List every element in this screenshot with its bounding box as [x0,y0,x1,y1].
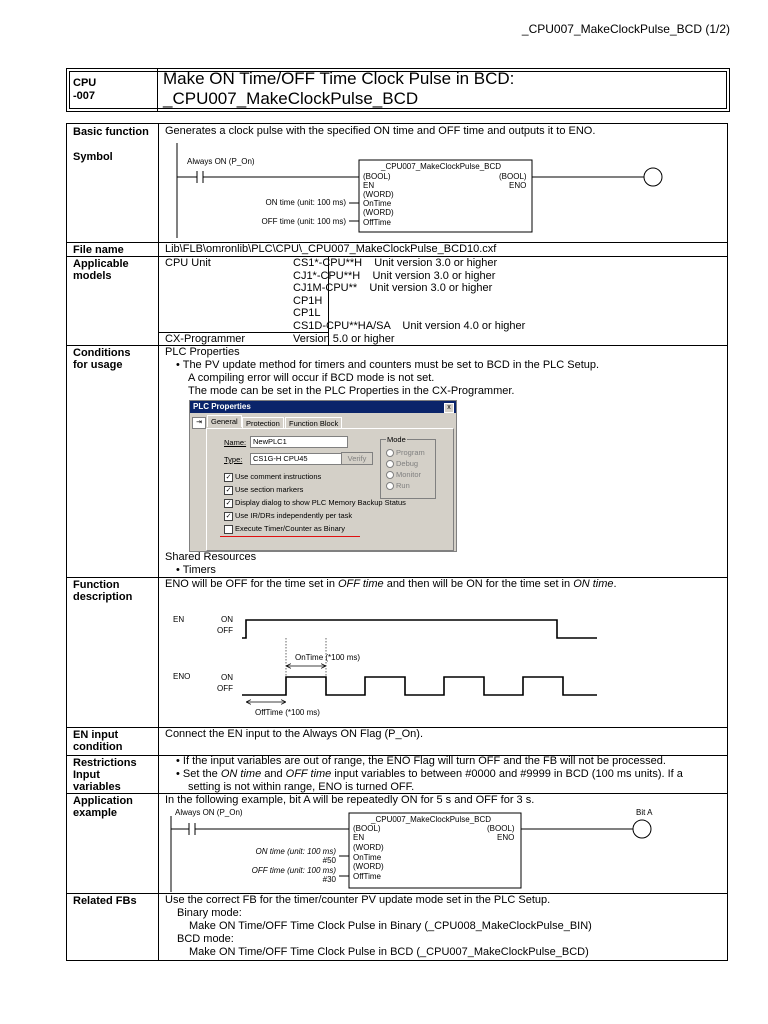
app-off-label: OFF time (unit: 100 ms) [251,866,336,875]
app-bool-in: (BOOL) [353,824,381,833]
close-icon[interactable]: x [444,403,454,413]
app-always-on: Always ON (P_On) [175,808,243,817]
model-item: CJ1*-CPU**H Unit version 3.0 or higher [293,269,496,282]
mode-option: Run [396,481,410,490]
models-cx-programmer: CX-Programmer [165,333,246,345]
mode-radio[interactable] [386,449,394,457]
option-label: Use section markers [235,485,304,494]
symbol-en: EN [363,181,375,190]
plc-properties-dialog [189,400,457,552]
type-label: Type: [224,455,243,464]
timing-eno-on: ON [221,673,233,682]
app-bit-a: Bit A [636,808,653,817]
page-header: _CPU007_MakeClockPulse_BCD (1/2) [521,22,730,36]
title-box [66,68,730,112]
symbol-word2: (WORD) [363,208,394,217]
app-on-label: ON time (unit: 100 ms) [255,847,336,856]
conditions-line3: The mode can be set in the PLC Properties in the CX-Programmer. [188,385,515,397]
verify-button[interactable]: Verify [341,452,373,465]
app-word1: (WORD) [353,843,384,852]
shared-resources: Shared Resources [165,551,257,563]
mode-option: Monitor [396,470,422,479]
app-bool-out: (BOOL) [487,824,515,833]
symbol-always-on: Always ON (P_On) [187,157,255,166]
timing-en-on: ON [221,615,233,624]
option-checkbox[interactable]: ✓ [225,487,232,494]
mode-radio[interactable] [386,482,394,490]
option-label: Use IR/DRs independently per task [235,511,353,520]
label-en-input: EN input condition [73,729,123,753]
file-name-text: Lib\FLB\omronlib\PLC\CPU\_CPU007_MakeClockPulse_BCD10.cxf [165,243,497,255]
option-checkbox[interactable]: ✓ [225,513,232,520]
tab-protection[interactable]: Protection [242,417,284,429]
name-input[interactable]: NewPLC1 [250,436,348,448]
timing-eno-off: OFF [217,684,233,693]
option-checkbox[interactable] [224,525,233,534]
related-binary-mode: Binary mode: [177,907,242,919]
pin-icon: ⇥ [192,417,206,429]
model-item: CP1H [293,294,323,307]
conditions-heading: PLC Properties [165,346,240,358]
label-restrictions: Restrictions Input variables [73,757,137,793]
app-fb-name: _CPU007_MakeClockPulse_BCD [371,815,492,824]
symbol-fb-name: _CPU007_MakeClockPulse_BCD [381,162,502,171]
app-on-val: #50 [322,856,336,865]
symbol-bool-in: (BOOL) [363,172,391,181]
app-en: EN [353,833,365,842]
app-diagram [159,806,725,894]
basic-function-text: Generates a clock pulse with the specified ON time and OFF time and outputs it to ENO. [165,125,596,137]
mode-option: Debug [396,459,419,468]
type-select[interactable]: CS1G-H CPU45 [250,453,342,465]
option-checkbox[interactable]: ✓ [225,500,232,507]
label-application-example: Application example [73,795,133,819]
shared-timers: • Timers [176,564,216,576]
label-function-description: Function description [73,579,133,603]
spec-table [66,123,728,961]
symbol-word1: (WORD) [363,190,394,199]
mode-label: Mode [387,435,406,444]
restriction-bullet2: • Set the ON time and OFF time input variables to between #0000 and #9999 in BCD (100 ms units). If a [176,768,683,780]
timing-en-label: EN [173,615,185,624]
app-eno: ENO [497,833,515,842]
app-ontime: OnTime [353,853,382,862]
label-related-fbs: Related FBs [73,895,137,907]
restriction-line3: setting is not within range, ENO is turned OFF. [188,781,415,793]
symbol-on-label: ON time (unit: 100 ms) [265,198,346,207]
option-label: Display dialog to show PLC Memory Backup Status [235,498,406,507]
cpu-id: CPU -007 [73,77,97,102]
tab-function-block[interactable]: Function Block [285,417,342,429]
dialog-title: PLC Properties [190,401,456,413]
mode-option: Program [396,448,425,457]
related-binary-fb: Make ON Time/OFF Time Clock Pulse in Binary (_CPU008_MakeClockPulse_BIN) [189,920,592,932]
en-input-text: Connect the EN input to the Always ON Flag (P_On). [165,728,424,740]
name-label: Name: [224,438,247,447]
models-cx-version: Version 5.0 or higher [293,333,395,345]
label-applicable-models: Applicable models [73,258,129,282]
highlight-underline [220,536,360,537]
mode-radio[interactable] [386,460,394,468]
model-item: CP1L [293,307,321,319]
models-cpu-unit: CPU Unit [165,257,211,269]
symbol-diagram [159,138,725,242]
related-bcd-mode: BCD mode: [177,933,234,945]
related-intro: Use the correct FB for the timer/counter PV update mode set in the PLC Setup. [165,894,551,906]
app-intro: In the following example, bit A will be repeatedly ON for 5 s and OFF for 3 s. [165,794,535,806]
model-item: CJ1M-CPU** Unit version 3.0 or higher [293,282,493,294]
symbol-eno: ENO [509,181,527,190]
symbol-offtime: OffTime [363,218,392,227]
restriction-bullet1: • If the input variables are out of range, the ENO Flag will turn OFF and the FB will not be processed. [176,755,666,767]
timing-diagram [159,594,725,724]
timing-offtime: OffTime (*100 ms) [255,708,320,717]
app-off-val: #30 [322,875,336,884]
conditions-bullet: • The PV update method for timers and counters must be set to BCD in the PLC Setup. [176,359,600,371]
timing-ontime: OnTime (*100 ms) [295,653,361,662]
symbol-off-label: OFF time (unit: 100 ms) [261,217,346,226]
symbol-ontime: OnTime [363,199,392,208]
model-item: CS1D-CPU**HA/SA Unit version 4.0 or higher [293,319,526,332]
model-item: CS1*-CPU**H Unit version 3.0 or higher [293,257,498,269]
tab-general[interactable]: General [207,415,242,427]
option-checkbox[interactable]: ✓ [225,474,232,481]
timing-eno-label: ENO [173,672,191,681]
timing-en-off: OFF [217,626,233,635]
page-title: Make ON Time/OFF Time Clock Pulse in BCD: _CPU007_MakeClockPulse_BCD [163,69,515,108]
related-bcd-fb: Make ON Time/OFF Time Clock Pulse in BCD (_CPU007_MakeClockPulse_BCD) [189,946,589,958]
label-basic-function: Basic function [73,126,149,138]
app-word2: (WORD) [353,862,384,871]
label-symbol: Symbol [73,151,113,163]
label-file-name: File name [73,244,124,256]
app-offtime: OffTime [353,872,382,881]
mode-radio[interactable] [386,471,394,479]
symbol-bool-out: (BOOL) [499,172,527,181]
conditions-line2: A compiling error will occur if BCD mode is not set. [188,372,435,384]
function-description-text: ENO will be OFF for the time set in OFF time and then will be ON for the time set in ON time. [165,578,617,590]
models-list [293,257,525,332]
option-label: Use comment instructions [235,472,322,481]
label-conditions: Conditions for usage [73,347,131,371]
option-label: Execute Timer/Counter as Binary [235,524,346,533]
